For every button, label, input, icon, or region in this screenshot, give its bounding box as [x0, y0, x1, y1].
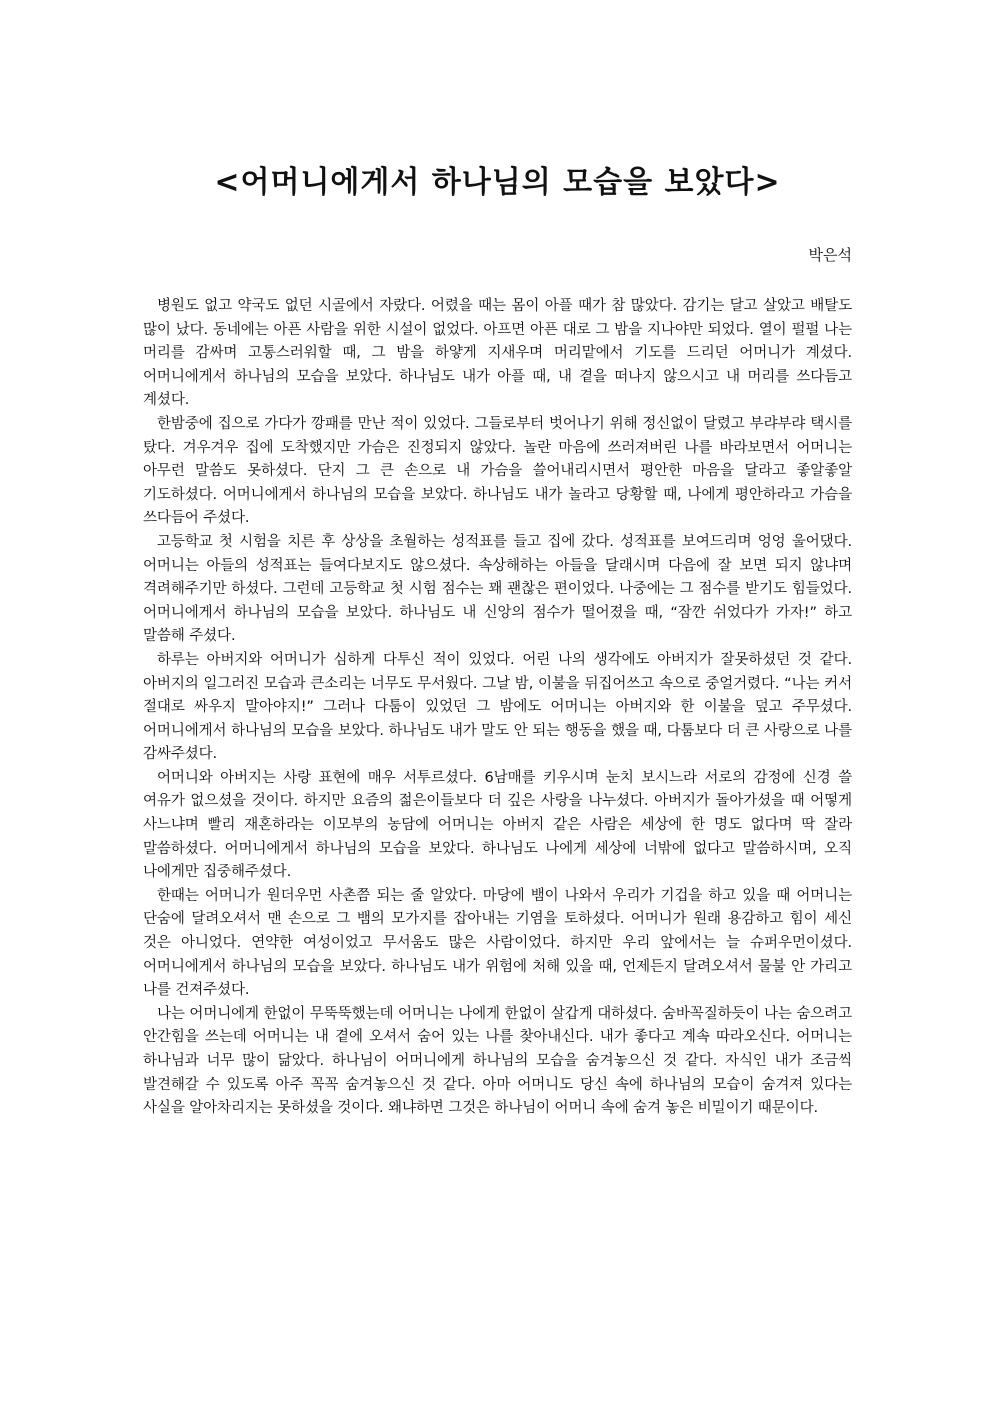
author-name: 박은석 — [808, 246, 852, 264]
paragraph-1: 병원도 없고 약국도 없던 시골에서 자랐다. 어렸을 때는 몸이 아플 때가 참 많았다. 감기는 달고 살았고 배탈도 많이 났다. 동네에는 아픈 사람을 위한 시설이 없었다. 아프면 아픈 대로 그 밤을 지나야만 되었다. 열이 펄펄 나는 머리를 감싸며 고통스러워할 때, 그 밤을 하얗게 지새우며 머리맡에서 기도를 드리던 어머니가 계셨다. 어머니에게서 하나님의 모습을 보았다. 하나님도 내가 아플 때, 내 곁을 떠나지 않으시고 내 머리를 쓰다듬고 계셨다. — [143, 298, 852, 409]
paragraph-2: 한밤중에 집으로 가다가 깡패를 만난 적이 있었다. 그들로부터 벗어나기 위해 정신없이 달렸고 부랴부랴 택시를 탔다. 겨우겨우 집에 도착했지만 가슴은 진정되지 않았다. 놀란 마음에 쓰러져버린 나를 바라보면서 어머니는 아무런 말씀도 못하셨다. 단지 그 큰 손으로 내 가슴을 쓸어내리시면서 평안한 마음을 달라고 좋알좋알 기도하셨다. 어머니에게서 하나님의 모습을 보았다. 하나님도 내가 놀라고 당황할 때, 나에게 평안하라고 가슴을 쓰다듬어 주셨다. — [143, 415, 852, 527]
document-page — [143, 0, 852, 1403]
paragraph-3: 고등학교 첫 시험을 치른 후 상상을 초월하는 성적표를 들고 집에 갔다. 성적표를 보여드리며 엉엉 울어댔다. 어머니는 아들의 성적표는 들여다보지도 않으셨다. 속상해하는 아들을 달래시며 다음에 잘 보면 되지 않냐며 격려해주기만 하셨다. 그런데 고등학교 첫 시험 점수는 꽤 괜찮은 편이었다. 나중에는 그 점수를 받기도 힘들었다. 어머니에게서 하나님의 모습을 보았다. 하나님도 내 신앙의 점수가 떨어졌을 때, “잠깐 쉬었다가 가자!” 하고 말씀해 주셨다. — [143, 533, 852, 645]
paragraph-4: 하루는 아버지와 어머니가 심하게 다투신 적이 있었다. 어린 나의 생각에도 아버지가 잘못하셨던 것 같다. 아버지의 일그러진 모습과 큰소리는 너무도 무서웠다. 그날 밤, 이불을 뒤집어쓰고 속으로 중얼거렸다. “나는 커서 절대로 싸우지 말아야지!” 그러나 다툼이 있었던 그 밤에도 어머니는 아버지와 한 이불을 덮고 주무셨다. 어머니에게서 하나님의 모습을 보았다. 하나님도 내가 말도 안 되는 행동을 했을 때, 다툼보다 더 큰 사랑으로 나를 감싸주셨다. — [143, 651, 852, 763]
paragraph-6: 한때는 어머니가 원더우먼 사촌쯤 되는 줄 알았다. 마당에 뱀이 나와서 우리가 기겁을 하고 있을 때 어머니는 단숨에 달려오셔서 맨 손으로 그 뱀의 모가지를 잡아내는 기염을 토하셨다. 어머니가 원래 용감하고 힘이 세신 것은 아니었다. 연약한 여성이었고 무서움도 많은 사람이었다. 하지만 우리 앞에서는 늘 슈퍼우먼이셨다. 어머니에게서 하나님의 모습을 보았다. 하나님도 내가 위험에 처해 있을 때, 언제든지 달려오셔서 물불 안 가리고 나를 건져주셨다. — [143, 887, 852, 999]
document-body — [143, 295, 852, 1121]
document-title: <어머니에게서 하나님의 모습을 보았다> — [214, 165, 781, 200]
paragraph-5: 어머니와 아버지는 사랑 표현에 매우 서투르셨다. 6남매를 키우시며 눈치 보시느라 서로의 감정에 신경 쓸 여유가 없으셨을 것이다. 하지만 요즘의 젊은이들보다 더 깊은 사랑을 나누셨다. 아버지가 돌아가셨을 때 어떻게 사느냐며 빨리 재혼하라는 이모부의 농담에 어머니는 아버지 같은 사람은 세상에 한 명도 없다며 딱 잘라 말씀하셨다. 어머니에게서 하나님의 모습을 보았다. 하나님도 나에게 세상에 너밖에 없다고 말씀하시며, 오직 나에게만 집중해주셨다. — [143, 769, 852, 881]
paragraph-7: 나는 어머니에게 한없이 무뚝뚝했는데 어머니는 나에게 한없이 살갑게 대하셨다. 숨바꼭질하듯이 나는 숨으려고 안간힘을 쓰는데 어머니는 내 곁에 오셔서 숨어 있는 나를 찾아내신다. 내가 좋다고 계속 따라오신다. 어머니는 하나님과 너무 많이 닮았다. 하나님이 어머니에게 하나님의 모습을 숨겨놓으신 것 같다. 자식인 내가 조금씩 발견해갈 수 있도록 아주 꼭꼭 숨겨놓으신 것 같다. 아마 어머니도 당신 속에 하나님의 모습이 숨겨져 있다는 사실을 알아차리지는 못하셨을 것이다. 왜냐하면 그것은 하나님이 어머니 속에 숨겨 놓은 비밀이기 때문이다. — [143, 1005, 852, 1117]
